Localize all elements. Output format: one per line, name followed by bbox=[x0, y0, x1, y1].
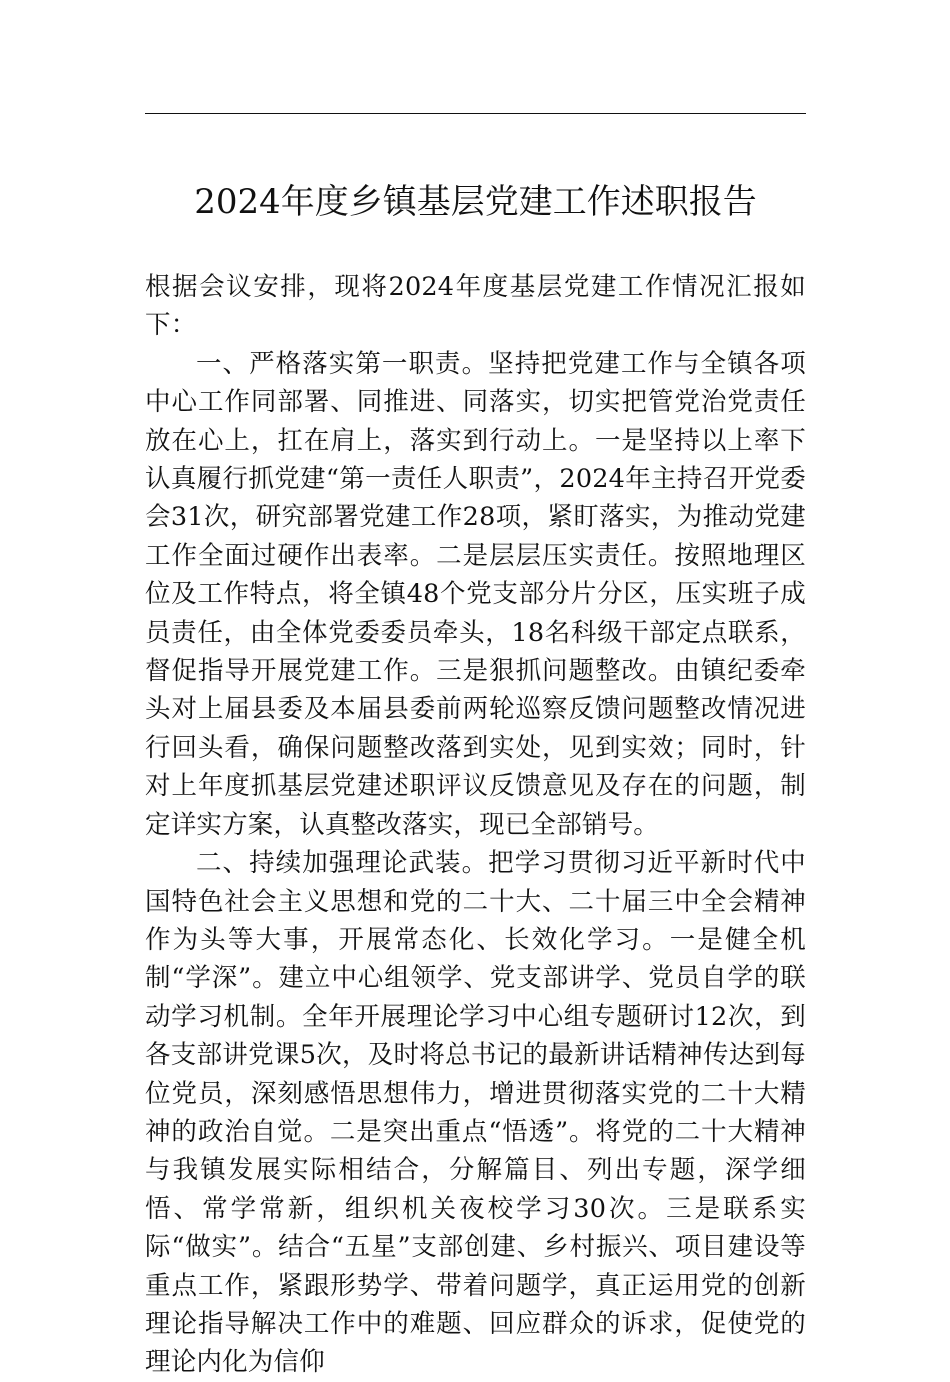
document-page bbox=[145, 0, 806, 1378]
document-body bbox=[145, 268, 806, 1382]
header-rule bbox=[145, 113, 806, 114]
paragraph-intro: 根据会议安排，现将2024年度基层党建工作情况汇报如下： bbox=[145, 272, 806, 341]
paragraph-section-2: 二、持续加强理论武装。把学习贯彻习近平新时代中国特色社会主义思想和党的二十大、二十届三中全会精神作为头等大事，开展常态化、长效化学习。一是健全机制“学深”。建立中心组领学、党支部讲学、党员自学的联动学习机制。全年开展理论学习中心组专题研讨12次，到各支部讲党课5次，及时将总书记的最新讲话精神传达到每位党员，深刻感悟思想伟力，增进贯彻落实党的二十大精神的政治自觉。二是突出重点“悟透”。将党的二十大精神与我镇发展实际相结合，分解篇目、列出专题，深学细悟、常学常新，组织机关夜校学习30次。三是联系实际“做实”。结合“五星”支部创建、乡村振兴、项目建设等重点工作，紧跟形势学、带着问题学，真正运用党的创新理论指导解决工作中的难题、回应群众的诉求，促使党的理论内化为信仰 bbox=[145, 848, 806, 1378]
paragraph-section-1: 一、严格落实第一职责。坚持把党建工作与全镇各项中心工作同部署、同推进、同落实，切实把管党治党责任放在心上，扛在肩上，落实到行动上。一是坚持以上率下认真履行抓党建“第一责任人职责”，2024年主持召开党委会31次，研究部署党建工作28项，紧盯落实，为推动党建工作全面过硬作出表率。二是层层压实责任。按照地理区位及工作特点，将全镇48个党支部分片分区，压实班子成员责任，由全体党委委员牵头，18名科级干部定点联系，督促指导开展党建工作。三是狠抓问题整改。由镇纪委牵头对上届县委及本届县委前两轮巡察反馈问题整改情况进行回头看，确保问题整改落到实处，见到实效；同时，针对上年度抓基层党建述职评议反馈意见及存在的问题，制定详实方案，认真整改落实，现已全部销号。 bbox=[145, 348, 806, 840]
document-title: 2024年度乡镇基层党建工作述职报告 bbox=[194, 182, 757, 222]
